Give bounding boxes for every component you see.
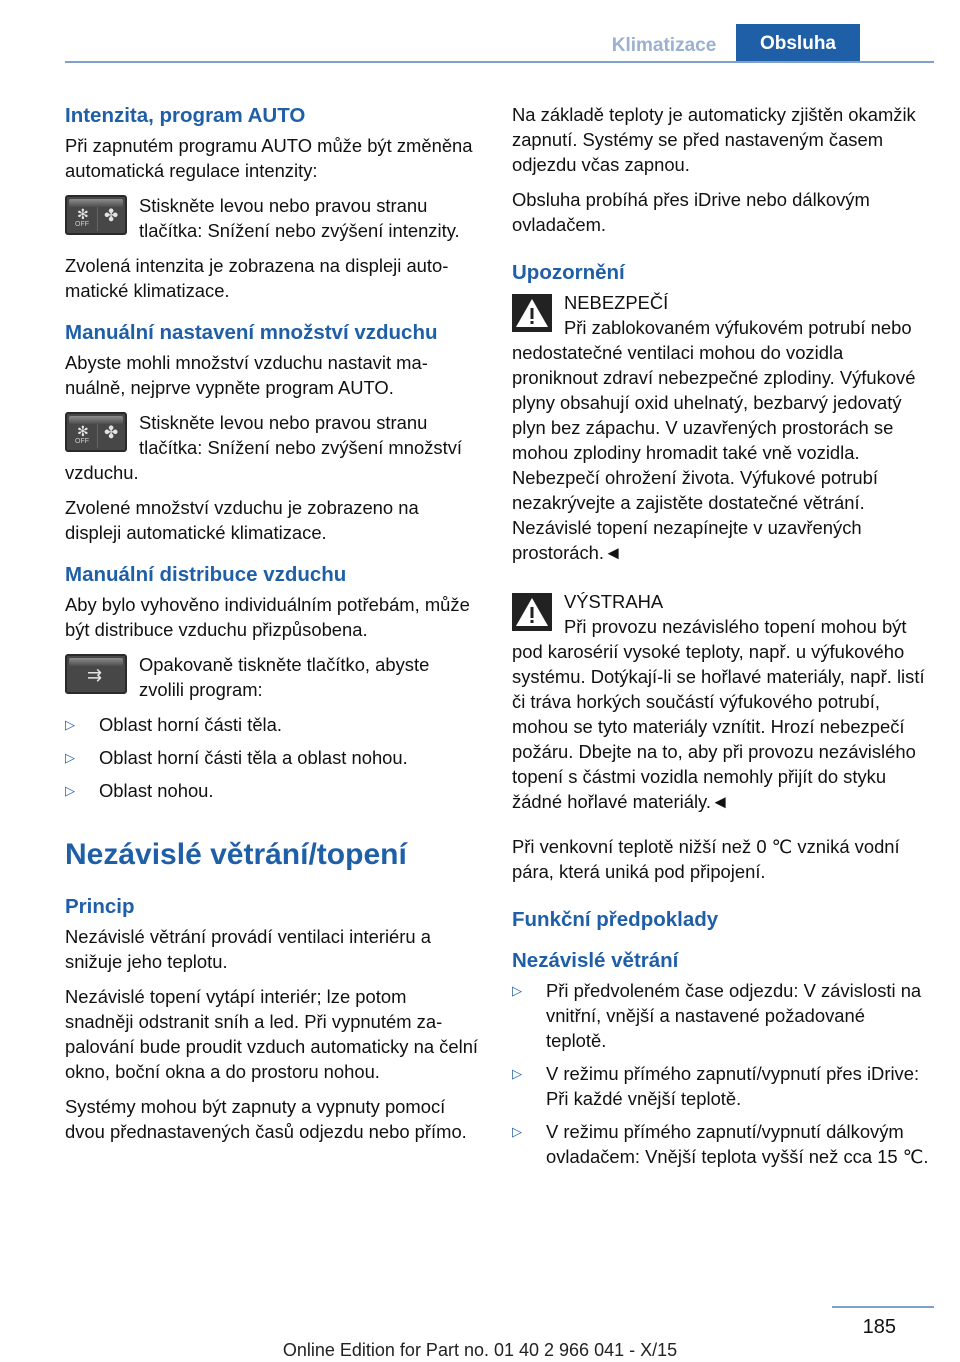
paragraph-principle-2: Nezávislé topení vytápí interiér; lze potom snadněji odstranit sníh a led. Při vypnutém zapalování bude proudit vzduch automaticky na čelní okno, boční okna a do prostoru nohou.	[65, 986, 479, 1082]
heading-intensity: Intenzita, program AUTO	[65, 104, 306, 127]
paragraph-principle-1: Nezávislé větrání provádí ventilaci interiéru a snižuje jeho teplotu.	[65, 926, 431, 972]
heading-principle: Princip	[65, 895, 135, 918]
danger-notice	[512, 290, 930, 565]
danger-text: Při zablokovaném výfukovém potrubí nebo nedostatečné ventilaci mohou do vozidla proniknout zdraví nebezpečné zplodiny. Výfukové plyny obsahují oxid uhelnatý, bezbarvý jedovatý plyn bez zápachu. V uzavřených prostorách se mohou zplodiny hromadit také vně vozidla. Nebezpečí ohrožení života. Výfukové potrubí nezakrývejte a zajistěte dostatečné větrání. Nezávislé topení nezapínejte v uzavřených prostorách.◄	[512, 317, 916, 563]
paragraph-operation: Obsluha probíhá přes iDrive nebo dálkovým ovladačem.	[512, 189, 870, 235]
header-rule	[65, 61, 934, 63]
paragraph-temperature: Na základě teploty je automaticky zjištěn okamžik zapnutí. Systémy se před nastaveným časem odjezdu včas zapnou.	[512, 104, 916, 175]
danger-title: NEBEZPEČÍ	[564, 292, 669, 313]
list-item: ▷ V režimu přímého zapnutí/vypnutí dálkovým ovladačem: Vnější teplota vyšší než cca 15 ℃.	[512, 1119, 930, 1169]
heading-independent-ventilation: Nezávislé větrání/topení	[65, 838, 407, 871]
button-instruction-text: Stiskněte levou nebo pravou stranu tlačítka: Snížení nebo zvýšení intenzity.	[139, 195, 460, 241]
list-item: ▷ V režimu přímého zapnutí/vypnutí přes iDrive: Při každé vnější teplotě.	[512, 1061, 930, 1111]
heading-ventilation: Nezávislé větrání	[512, 949, 679, 972]
heading-distribution: Manuální distribuce vzduchu	[65, 563, 347, 586]
distribution-list	[65, 712, 479, 803]
paragraph-intensity-display: Zvolená intenzita je zobrazena na displeji automatické klimatizace.	[65, 255, 449, 301]
fan-amount-button-icon: ✻ OFF ✤	[65, 412, 127, 452]
paragraph-manual-amount: Abyste mohli množství vzduchu nastavit manuálně, nejprve vypněte program AUTO.	[65, 352, 428, 398]
edition-footer: Online Edition for Part no. 01 40 2 966 041 - X/15	[282, 1340, 678, 1360]
tab-section-obsluha: Obsluha	[736, 24, 860, 63]
paragraph-amount-display: Zvolené množství vzduchu je zobrazeno na displeji automatické klimatizace.	[65, 497, 419, 543]
list-item: ▷ Oblast horní části těla a oblast nohou.	[65, 745, 479, 770]
warning-triangle-icon	[512, 593, 552, 631]
heading-conditions: Funkční předpoklady	[512, 908, 719, 931]
warning-triangle-icon	[512, 294, 552, 332]
button-instruction-text: Opakovaně tiskněte tlačítko, abyste zvolili program:	[139, 654, 430, 700]
left-column	[65, 102, 479, 1154]
fan-intensity-button-icon: ✻ OFF ✤	[65, 195, 127, 235]
paragraph-principle-3: Systémy mohou být zapnuty a vypnuty pomocí dvou přednastavených časů odjezdu nebo přímo.	[65, 1096, 467, 1142]
warning-title: VÝSTRAHA	[564, 591, 664, 612]
button-instruction-distribution	[65, 652, 479, 702]
heading-warnings: Upozornění	[512, 261, 625, 284]
footer-rule	[832, 1306, 934, 1308]
warning-text: Při provozu nezávislého topení mohou být pod karosérií vysoké teploty, např. u výfukového systému. Dotýkají-li se hořlavé materiály, např. listí či tráva horkých součástí výfukového potrubí, mohou se tyto materiály vznítit. Hrozí nebezpečí požáru. Dbejte na to, aby při provozu nezávislého topení s částmi vozidla nemohly přijít do styku žádné hořlavé materiály.◄	[512, 616, 925, 812]
button-instruction-intensity	[65, 193, 479, 243]
button-instruction-amount	[65, 410, 479, 485]
button-instruction-text: Stiskněte levou nebo pravou stranu tlačítka: Snížení nebo zvýšení množství vzduchu.	[65, 412, 463, 483]
list-item: ▷ Oblast horní části těla.	[65, 712, 479, 737]
ventilation-conditions-list	[512, 978, 930, 1169]
list-item: ▷ Při předvoleném čase odjezdu: V závislosti na vnitřní, vnější a nastavené požadované teplotě.	[512, 978, 930, 1053]
paragraph-vapor: Při venkovní teplotě nižší než 0 ℃ vzniká vodní pára, která uniká pod připojení.	[512, 836, 900, 882]
paragraph-intensity: Při zapnutém programu AUTO může být změněna automatická regulace intenzity:	[65, 135, 473, 181]
air-distribution-button-icon: ⇉	[65, 654, 127, 694]
tab-chapter-klimatizace: Klimatizace	[611, 34, 717, 56]
list-item: ▷ Oblast nohou.	[65, 778, 479, 803]
warning-notice	[512, 589, 930, 814]
heading-manual-amount: Manuální nastavení množství vzduchu	[65, 321, 438, 344]
right-column	[512, 102, 930, 1177]
paragraph-distribution: Aby bylo vyhověno individuálním potřebám, může být distribuce vzduchu přizpůsobena.	[65, 594, 470, 640]
page-number: 185	[862, 1316, 896, 1338]
